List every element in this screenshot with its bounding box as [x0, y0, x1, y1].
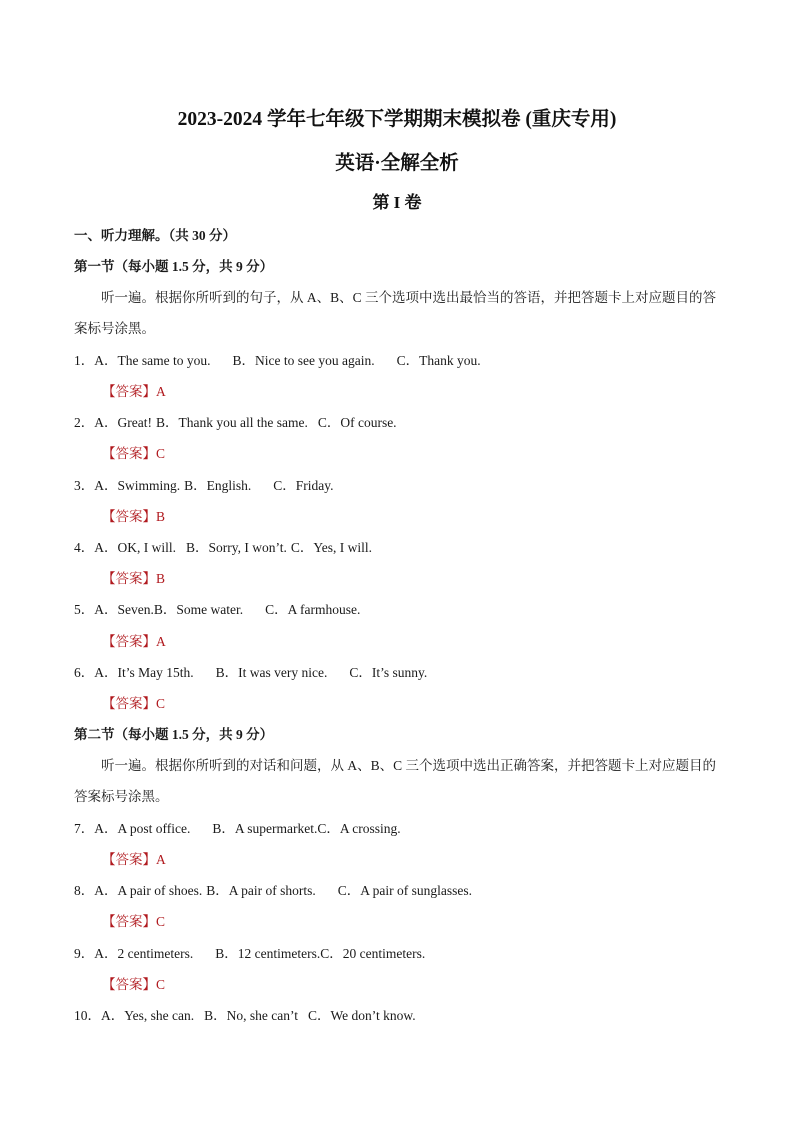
- option-b: B．Some water.: [153, 602, 244, 617]
- option-c: C．Thank you.: [396, 353, 481, 368]
- answer-7: [102, 851, 166, 869]
- part1-instruction: 听一遍。根据你所听到的句子，从 A、B、C 三个选项中选出最恰当的答语，并把答题卡上对应题目的答案标号涂黑。: [74, 290, 717, 336]
- exam-subtitle: 英语·全解全析: [335, 153, 459, 174]
- answer-label: 【答案】: [102, 384, 156, 399]
- option-b: B．Sorry, I won’t.: [186, 540, 287, 555]
- part2-instruction: 听一遍。根据你所听到的对话和问题，从 A、B、C 三个选项中选出正确答案，并把答题卡上对应题目的答案标号涂黑。: [74, 758, 717, 804]
- option-b: B．No, she can’t: [204, 1008, 298, 1023]
- part1-heading: 第一节（每小题 1.5 分，共 9 分）: [74, 259, 274, 274]
- option-c: C．We don’t know.: [308, 1008, 416, 1023]
- question-number: 8．: [74, 883, 95, 898]
- question-8: [74, 882, 472, 900]
- option-b: B．A pair of shorts.: [206, 883, 316, 898]
- option-a: A．The same to you.: [94, 353, 211, 368]
- option-c: C．20 centimeters.: [320, 946, 426, 961]
- option-c: C．A pair of sunglasses.: [337, 883, 472, 898]
- question-number: 9．: [74, 946, 95, 961]
- option-a: A．Swimming.: [94, 478, 181, 493]
- question-number: 3．: [74, 478, 95, 493]
- part2-heading: 第二节（每小题 1.5 分，共 9 分）: [74, 727, 274, 742]
- answer-1: [102, 383, 166, 401]
- answer-4: [102, 570, 165, 588]
- answer-3: [102, 508, 165, 526]
- option-a: A．OK, I will.: [94, 540, 176, 555]
- option-c: C．A crossing.: [317, 821, 401, 836]
- answer-label: 【答案】: [102, 446, 156, 461]
- answer-value: B: [156, 509, 166, 524]
- option-a: A．Yes, she can.: [101, 1008, 195, 1023]
- answer-9: [102, 976, 165, 994]
- answer-value: A: [156, 384, 166, 399]
- section-heading: 一、听力理解。（共 30 分）: [74, 228, 236, 243]
- option-a: A．Seven.: [94, 602, 154, 617]
- question-number: 4．: [74, 540, 95, 555]
- option-b: B．English.: [184, 478, 252, 493]
- option-c: C．A farmhouse.: [265, 602, 361, 617]
- answer-label: 【答案】: [102, 571, 156, 586]
- option-c: C．Friday.: [273, 478, 334, 493]
- answer-value: C: [156, 696, 166, 711]
- answer-6: [102, 695, 165, 713]
- answer-label: 【答案】: [102, 696, 156, 711]
- answer-label: 【答案】: [102, 634, 156, 649]
- option-c: C．Yes, I will.: [290, 540, 373, 555]
- option-b: B．12 centimeters.: [215, 946, 321, 961]
- question-2: [74, 414, 397, 432]
- question-number: 6．: [74, 665, 95, 680]
- answer-label: 【答案】: [102, 509, 156, 524]
- answer-value: A: [156, 634, 166, 649]
- answer-label: 【答案】: [102, 977, 156, 992]
- answer-value: C: [156, 977, 166, 992]
- option-a: A．Great!: [94, 415, 152, 430]
- option-c: C．Of course.: [317, 415, 397, 430]
- question-10: [74, 1007, 416, 1025]
- question-number: 5．: [74, 602, 95, 617]
- option-c: C．It’s sunny.: [349, 665, 428, 680]
- option-b: B．It was very nice.: [215, 665, 328, 680]
- exam-title: 2023-2024 学年七年级下学期期末模拟卷 (重庆专用): [177, 109, 617, 130]
- question-3: [74, 477, 334, 495]
- answer-value: C: [156, 914, 166, 929]
- question-number: 10．: [74, 1008, 101, 1023]
- answer-value: A: [156, 852, 166, 867]
- question-number: 2．: [74, 415, 95, 430]
- answer-5: [102, 633, 166, 651]
- answer-8: [102, 913, 165, 931]
- answer-2: [102, 445, 165, 463]
- question-4: [74, 539, 372, 557]
- answer-value: B: [156, 571, 166, 586]
- volume-heading: 第 I 卷: [372, 193, 422, 212]
- question-number: 7．: [74, 821, 95, 836]
- option-b: B．Thank you all the same.: [155, 415, 308, 430]
- question-6: [74, 664, 427, 682]
- option-a: A．A post office.: [94, 821, 191, 836]
- answer-value: C: [156, 446, 166, 461]
- option-a: A．2 centimeters.: [94, 946, 194, 961]
- question-7: [74, 820, 401, 838]
- option-b: B．A supermarket.: [212, 821, 318, 836]
- question-5: [74, 601, 360, 619]
- answer-label: 【答案】: [102, 852, 156, 867]
- question-number: 1．: [74, 353, 95, 368]
- question-1: [74, 352, 481, 370]
- question-9: [74, 945, 425, 963]
- option-b: B．Nice to see you again.: [232, 353, 375, 368]
- option-a: A．A pair of shoes.: [94, 883, 203, 898]
- answer-label: 【答案】: [102, 914, 156, 929]
- option-a: A．It’s May 15th.: [94, 665, 194, 680]
